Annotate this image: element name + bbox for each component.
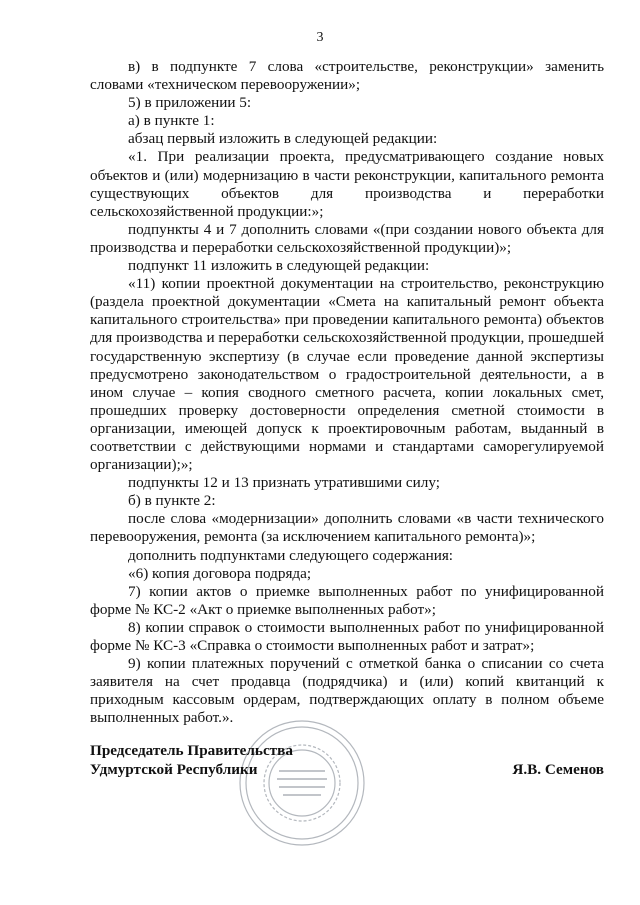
paragraph: в) в подпункте 7 слова «строительстве, реконструкции» заменить словами «техническом перевооружении»; — [90, 58, 604, 94]
paragraph: дополнить подпунктами следующего содержания: — [128, 546, 454, 564]
signatory-title-line1: Председатель Правительства — [90, 742, 293, 759]
paragraph: подпункты 4 и 7 дополнить словами «(при создании нового объекта для производства и переработки сельскохозяйственной продукции)»; — [90, 220, 604, 256]
signatory-position — [90, 741, 293, 779]
paragraph: «6) копия договора подряда; — [128, 564, 312, 582]
signatory-title-line2: Удмуртской Республики — [90, 761, 258, 778]
paragraph: «11) копии проектной документации на строительство, реконструкцию (раздела проектной документации «Смета на капитальный ремонт объекта капитального строительства» при проведении капитального ремонта) объектов для производства и переработки сельскохозяйственной продукции, прошедшей государственную экспертизу (в случае если проведение данной экспертизы предусмотрено законодательством о градостроительной деятельности, а в ином случае – копия сводного сметного расчета, копии локальных смет, прошедших проверку достоверности определения сметной стоимости в организации, имеющей допуск к проектировочным работам, выданный в соответствии с действующими нормами и стандартами саморегулируемой организации);»; — [90, 275, 604, 474]
page-number: 3 — [316, 30, 324, 45]
paragraph: «1. При реализации проекта, предусматривающего создание новых объектов и (или) модернизацию в части реконструкции, капитального ремонта существующих объектов для производства и переработки сельскохозяйственной продукции:»; — [90, 148, 604, 220]
paragraph: 9) копии платежных поручений с отметкой банка о списании со счета заявителя на счет продавца (подрядчика) и (или) копий квитанций к приходным кассовым ордерам, подтверждающих оплату в полном объеме выполненных работ.». — [90, 655, 604, 727]
paragraph: подпункты 12 и 13 признать утратившими силу; — [128, 474, 440, 492]
paragraph: а) в пункте 1: — [128, 112, 215, 130]
paragraph: 7) копии актов о приемке выполненных работ по унифицированной форме № КС-2 «Акт о приемке выполненных работ»; — [90, 582, 604, 618]
paragraph: 5) в приложении 5: — [128, 94, 252, 112]
official-seal-stamp — [237, 718, 367, 848]
paragraph: подпункт 11 изложить в следующей редакции: — [128, 257, 430, 275]
paragraph: б) в пункте 2: — [128, 492, 216, 510]
paragraph: после слова «модернизации» дополнить словами «в части технического перевооружения, ремонта (за исключением капитального ремонта)»; — [90, 510, 604, 546]
paragraph: 8) копии справок о стоимости выполненных работ по унифицированной форме № КС-3 «Справка о стоимости выполненных работ и затрат»; — [90, 618, 604, 654]
document-body — [90, 58, 604, 727]
signatory-name: Я.В. Семенов — [512, 761, 604, 778]
paragraph: абзац первый изложить в следующей редакции: — [128, 130, 438, 148]
